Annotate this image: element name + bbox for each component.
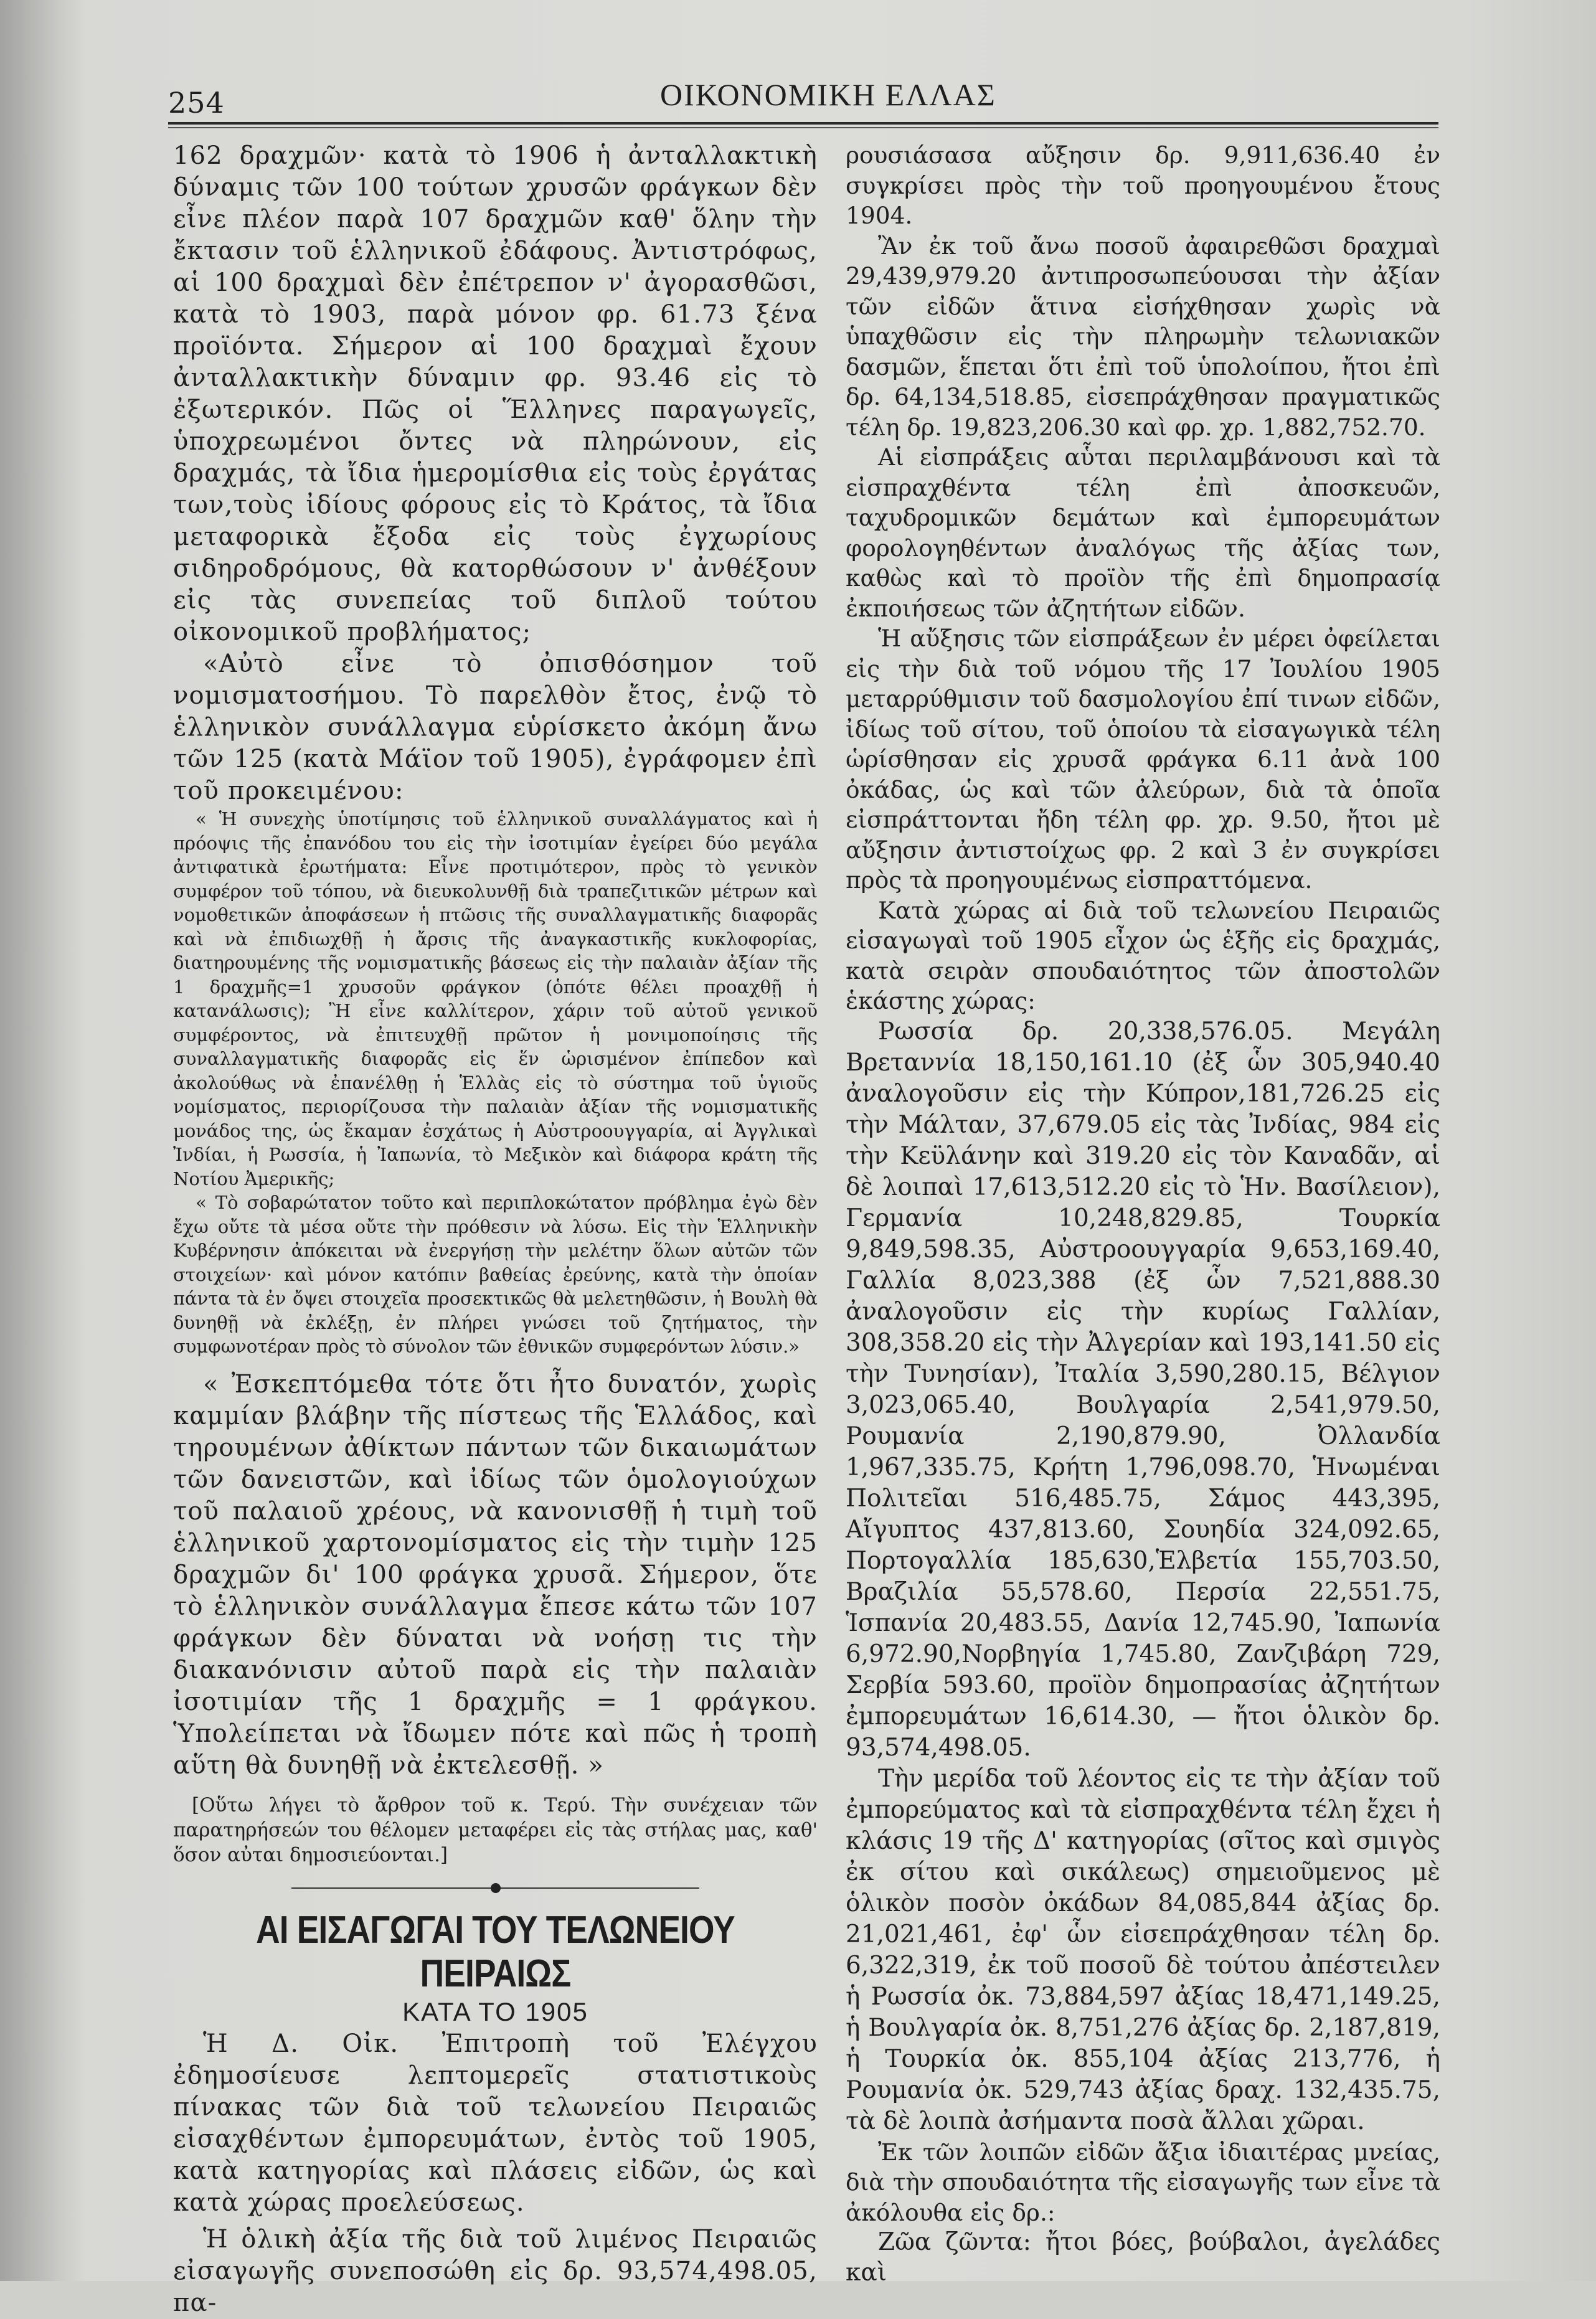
paragraph: « Ἐσκεπτόμεθα τότε ὅτι ἦτο δυνατόν, χωρὶς καμμίαν βλάβην τῆς πίστεως τῆς Ἑλλάδος, καὶ τηρουμένων ἀθίκτων πάντων τῶν δικαιωμάτων τῶν δανειστῶν, καὶ ἰδίως τῶν ὁμολογιούχων τοῦ παλαιοῦ χρέους, νὰ κανονισθῇ ἡ τιμὴ τοῦ ἑλληνικοῦ χαρτονομίσματος εἰς τὴν τιμὴν 125 δραχμῶν δι' 100 φράγκα χρυσᾶ. Σήμερον, ὅτε τὸ ἑλληνικὸν συνάλλαγμα ἔπεσε κάτω τῶν 107 φράγκων δὲν δύναται νὰ νοήσῃ τις τὴν διακανόνισιν αὐτοῦ παρὰ εἰς τὴν παλαιὰν ἰσοτιμίαν τῆς 1 δραχμῆς = 1 φράγκου. Ὑπολείπεται νὰ ἴδωμεν πότε καὶ πῶς ἡ τροπὴ αὕτη θὰ δυνηθῇ νὰ ἐκτελεσθῇ. » [173,1369,818,1780]
paragraph: Ἐκ τῶν λοιπῶν εἰδῶν ἄξια ἰδιαιτέρας μνείας, διὰ τὴν σπουδαιότητα τῆς εἰσαγωγῆς των εἶνε τὰ ἀκόλουθα εἰς δρ.: [846,2138,1440,2226]
left-column [173,140,818,2319]
paragraph: Ἂν ἐκ τοῦ ἄνω ποσοῦ ἀφαιρεθῶσι δραχμαὶ 29,439,979.20 ἀντιπροσωπεύουσαι τὴν ἀξίαν τῶν εἰδῶν ἅτινα εἰσήχθησαν χωρὶς νὰ ὑπαχθῶσιν εἰς τὴν πληρωμὴν τελωνιακῶν δασμῶν, ἕπεται ὅτι ἐπὶ τοῦ ὑπολοίπου, ἤτοι ἐπὶ δρ. 64,134,518.85, εἰσεπράχθησαν πραγματικῶς τέλη δρ. 19,823,206.30 καὶ φρ. χρ. 1,882,752.70. [846,232,1440,441]
article-subheading: ΚΑΤΑ ΤΟ 1905 [402,1996,588,2026]
quoted-paragraph: « Τὸ σοβαρώτατον τοῦτο καὶ περιπλοκώτατον πρόβλημα ἐγὼ δὲν ἔχω οὔτε τὰ μέσα οὔτε τὴν πρόθεσιν νὰ λύσω. Εἰς τὴν Ἑλληνικὴν Κυβέρνησιν ἀπόκειται νὰ ἐνεργήσῃ τὴν μελέτην ὅλων αὐτῶν τῶν στοιχείων· καὶ μόνον κατόπιν βαθείας ἐρεύνης, κατὰ τὴν ὁποίαν πάντα τὰ ἐν ὄψει στοιχεῖα προσεκτικῶς θὰ μελετηθῶσιν, ἡ Βουλὴ θὰ δυνηθῇ νὰ ἐκλέξῃ, ἐν πλήρει γνώσει τοῦ ζητήματος, τὴν συμφωνοτέραν πρὸς τὸ σύνολον τῶν ἐθνικῶν συμφερόντων λύσιν.» [173,1192,818,1357]
page-header [168,73,1438,130]
header-rule-thin [168,127,1438,128]
divider-ornament [491,1883,501,1893]
binding-shadow [0,0,87,2281]
editor-note: [Οὕτω λήγει τὸ ἄρθρον τοῦ κ. Τερύ. Τὴν συνέχειαν τῶν παρατηρήσεών του θέλομεν μεταφέρει εἰς τὰς στήλας μας, καθ' ὅσον αὐται δημοσιεύονται.] [173,1793,818,1866]
paragraph: Ἡ Δ. Οἰκ. Ἐπιτροπὴ τοῦ Ἐλέγχου ἐδημοσίευσε λεπτομερεῖς στατιστικοὺς πίνακας τῶν διὰ τοῦ τελωνείου Πειραιῶς εἰσαχθέντων ἐμπορευμάτων, ἐντὸς τοῦ 1905, κατὰ κατηγορίας καὶ πλάσεις εἰδῶν, ὡς καὶ κατὰ χώρας προελεύσεως. [173,2029,818,2217]
paragraph: Ἡ αὔξησις τῶν εἰσπράξεων ἐν μέρει ὀφείλεται εἰς τὴν διὰ τοῦ νόμου τῆς 17 Ἰουλίου 1905 μεταρρύθμισιν τοῦ δασμολογίου ἐπί τινων εἰδῶν, ἰδίως τοῦ σίτου, τοῦ ὁποίου τὰ εἰσαγωγικὰ τέλη ὡρίσθησαν εἰς χρυσᾶ φράγκα 6.11 ἀνὰ 100 ὀκάδας, ὡς καὶ τῶν ἀλεύρων, διὰ τὰ ὁποῖα εἰσπράττονται ἤδη τέλη φρ. χρ. 9.50, ἤτοι μὲ αὔξησιν ἀντιστοίχως φρ. 2 καὶ 3 ἐν συγκρίσει πρὸς τὰ προηγουμένως εἰσπραττόμενα. [846,625,1440,894]
paragraph: Αἱ εἰσπράξεις αὗται περιλαμβάνουσι καὶ τὰ εἰσπραχθέντα τέλη ἐπὶ ἀποσκευῶν, ταχυδρομικῶν δεμάτων καὶ ἐμπορευμάτων φορολογηθέντων ἀναλόγως τῆς ἀξίας των, καθὼς καὶ τὸ προϊὸν τῆς ἐπὶ δημοπρασίᾳ ἐκποιήσεως τῶν ἀζητήτων εἰδῶν. [846,443,1440,622]
paragraph: Τὴν μερίδα τοῦ λέοντος εἰς τε τὴν ἀξίαν τοῦ ἐμπορεύματος καὶ τὰ εἰσπραχθέντα τέλη ἔχει ἡ κλάσις 19 τῆς Δ' κατηγορίας (σῖτος καὶ σμιγὸς ἐκ σίτου καὶ σικάλεως) σημειοῦμενος μὲ ὁλικὸν ποσὸν ὀκάδων 84,085,844 ἀξίας δρ. 21,021,461, ἐφ' ὧν εἰσεπράχθησαν τέλη δρ. 6,322,319, ἐκ τοῦ ποσοῦ δὲ τούτου ἀπέστειλεν ἡ Ρωσσία ὀκ. 73,884,597 ἀξίας 18,471,149.25, ἡ Βουλγαρία ὀκ. 8,751,276 ἀξίας δρ. 2,187,819, ἡ Τουρκία ὀκ. 855,104 ἀξίας 213,776, ἡ Ρουμανία ὀκ. 529,743 ἀξίας δραχ. 132,435.75, τὰ δὲ λοιπὰ ἀσήμαντα ποσὰ ἄλλαι χῶραι. [846,1764,1440,2135]
paragraph: 162 δραχμῶν· κατὰ τὸ 1906 ἡ ἀνταλλακτικὴ δύναμις τῶν 100 τούτων χρυσῶν φράγκων δὲν εἶνε πλέον παρὰ 107 δραχμῶν καθ' ὅλην τὴν ἔκτασιν τοῦ ἑλληνικοῦ ἐδάφους. Ἀντιστρόφως, αἱ 100 δραχμαὶ δὲν ἐπέτρεπον ν' ἀγορασθῶσι, κατὰ τὸ 1903, παρὰ μόνον φρ. 61.73 ξένα προϊόντα. Σήμερον αἱ 100 δραχμαὶ ἔχουν ἀνταλλακτικὴν δύναμιν φρ. 93.46 εἰς τὸ ἐξωτερικόν. Πῶς οἱ Ἕλληνες παραγωγεῖς, ὑποχρεωμένοι ὄντες νὰ πληρώνουν, εἰς δραχμάς, τὰ ἴδια ἡμερομίσθια εἰς τοὺς ἐργάτας των,τοὺς ἰδίους φόρους εἰς τὸ Κράτος, τὰ ἴδια μεταφορικὰ ἔξοδα εἰς τοὺς ἐγχωρίους σιδηροδρόμους, θὰ κατορθώσουν ν' ἀνθέξουν εἰς τὰς συνεπείας τοῦ διπλοῦ τούτου οἰκονομικοῦ προβλήματος; [173,141,818,646]
header-rule [168,122,1438,125]
article-heading: ΑΙ ΕΙΣΑΓΩΓΑΙ ΤΟΥ ΤΕΛΩΝΕΙΟΥ ΠΕΙΡΑΙΩΣ [256,1908,735,1995]
paragraph: ρουσιάσασα αὔξησιν δρ. 9,911,636.40 ἐν συγκρίσει πρὸς τὴν τοῦ προηγουμένου ἔτους 1904. [846,141,1440,229]
page-number: 254 [168,86,225,120]
quoted-paragraph: « Ἡ συνεχὴς ὑποτίμησις τοῦ ἑλληνικοῦ συναλλάγματος καὶ ἡ πρόοψις τῆς ἐπανόδου του εἰς τὴν ἰσοτιμίαν ἐγείρει δύο μεγάλα ἀντιφατικὰ ἐρωτήματα: Εἶνε προτιμότερον, πρὸς τὸ γενικὸν συμφέρον τοῦ τόπου, νὰ διευκολυνθῇ διὰ τραπεζιτικῶν μέτρων καὶ νομοθετικῶν ἀποφάσεων ἡ πτῶσις τῆς συναλλαγματικῆς διαφορᾶς καὶ νὰ ἐπιδιωχθῇ ἡ ἄρσις τῆς ἀναγκαστικῆς κυκλοφορίας, διατηρουμένης τῆς νομισματικῆς βάσεως εἰς τὴν παλαιὰν ἀξίαν τῆς 1 δραχμῆς=1 χρυσοῦν φράγκον (ὁπότε θέλει προαχθῇ ἡ κατανάλωσις); Ἢ εἶνε καλλίτερον, χάριν τοῦ αὐτοῦ γενικοῦ συμφέροντος, νὰ ἐπιτευχθῇ πρῶτον ἡ μονιμοποίησις τῆς συναλλαγματικῆς διαφορᾶς εἰς ἕν ὡρισμένον ἐπίπεδον καὶ ἀκολούθως νὰ ἐπανέλθῃ ἡ Ἑλλὰς εἰς τὸ σύστημα τοῦ ὑγιοῦς νομίσματος, περιορίζουσα τὴν παλαιὰν ἀξίαν τῆς νομισματικῆς μονάδος της, ὡς ἔκαμαν ἐσχάτως ἡ Αὐστροουγγαρία, αἱ Ἀγγλικαὶ Ἰνδίαι, ἡ Ρωσσία, ἡ Ἰαπωνία, τὸ Μεξικὸν καὶ διάφορα κράτη τῆς Νοτίου Ἀμερικῆς; [173,808,818,1189]
right-column [846,140,1440,2288]
paragraph: «Αὐτὸ εἶνε τὸ ὀπισθόσημον τοῦ νομισματοσήμου. Τὸ παρελθὸν ἔτος, ἐνῷ τὸ ἑλληνικὸν συνάλλαγμα εὑρίσκετο ἀκόμη ἄνω τῶν 125 (κατὰ Μάϊον τοῦ 1905), ἐγράφομεν ἐπὶ τοῦ προκειμένου: [173,649,818,805]
paragraph: Κατὰ χώρας αἱ διὰ τοῦ τελωνείου Πειραιῶς εἰσαγωγαὶ τοῦ 1905 εἶχον ὡς ἑξῆς εἰς δραχμάς, κατὰ σειρὰν σπουδαιότητος τῶν ἀποστολῶν ἑκάστης χώρας: [846,896,1440,1014]
section-divider [173,1875,818,1902]
running-title: ΟΙΚΟΝΟΜΙΚΗ ΕΛΛΑΣ [660,77,996,112]
paragraph: Ζῶα ζῶντα: ἤτοι βόες, βούβαλοι, ἀγελάδες καὶ [846,2228,1440,2287]
country-imports-list: Ρωσσία δρ. 20,338,576.05. Μεγάλη Βρεταννία 18,150,161.10 (ἐξ ὧν 305,940.40 ἀναλογοῦσιν εἰς τὴν Κύπρον,181,726.25 εἰς τὴν Μάλταν, 37,679.05 εἰς τὰς Ἰνδίας, 984 εἰς τὴν Κεϋλάνην καὶ 319.20 εἰς τὸν Καναδᾶν, αἱ δὲ λοιπαὶ 17,613,512.20 εἰς τὸ Ἡν. Βασίλειον), Γερμανία 10,248,829.85, Τουρκία 9,849,598.35, Αὐστροουγγαρία 9,653,169.40, Γαλλία 8,023,388 (ἐξ ὧν 7,521,888.30 ἀναλογοῦσιν εἰς τὴν κυρίως Γαλλίαν, 308,358.20 εἰς τὴν Ἀλγερίαν καὶ 193,141.50 εἰς τὴν Τυνησίαν), Ἰταλία 3,590,280.15, Βέλγιον 3,023,065.40, Βουλγαρία 2,541,979.50, Ρουμανία 2,190,879.90, Ὀλλανδία 1,967,335.75, Κρήτη 1,796,098.70, Ἡνωμέναι Πολιτεῖαι 516,485.75, Σάμος 443,395, Αἴγυπτος 437,813.60, Σουηδία 324,092.65, Πορτογαλλία 185,630,Ἑλβετία 155,703.50, Βραζιλία 55,578.60, Περσία 22,551.75, Ἱσπανία 20,483.55, Δανία 12,745.90, Ἰαπωνία 6,972.90,Νορβηγία 1,745.80, Ζανζιβάρη 729, Σερβία 593.60, προϊὸν δημοπρασίας ἀζητήτων ἐμπορευμάτων 16,614.30, — ἤτοι ὁλικὸν δρ. 93,574,498.05. [846,1017,1440,1762]
paragraph: Ἡ ὁλικὴ ἀξία τῆς διὰ τοῦ λιμένος Πειραιῶς εἰσαγωγῆς συνεποσώθη εἰς δρ. 93,574,498.05, πα- [173,2224,818,2317]
